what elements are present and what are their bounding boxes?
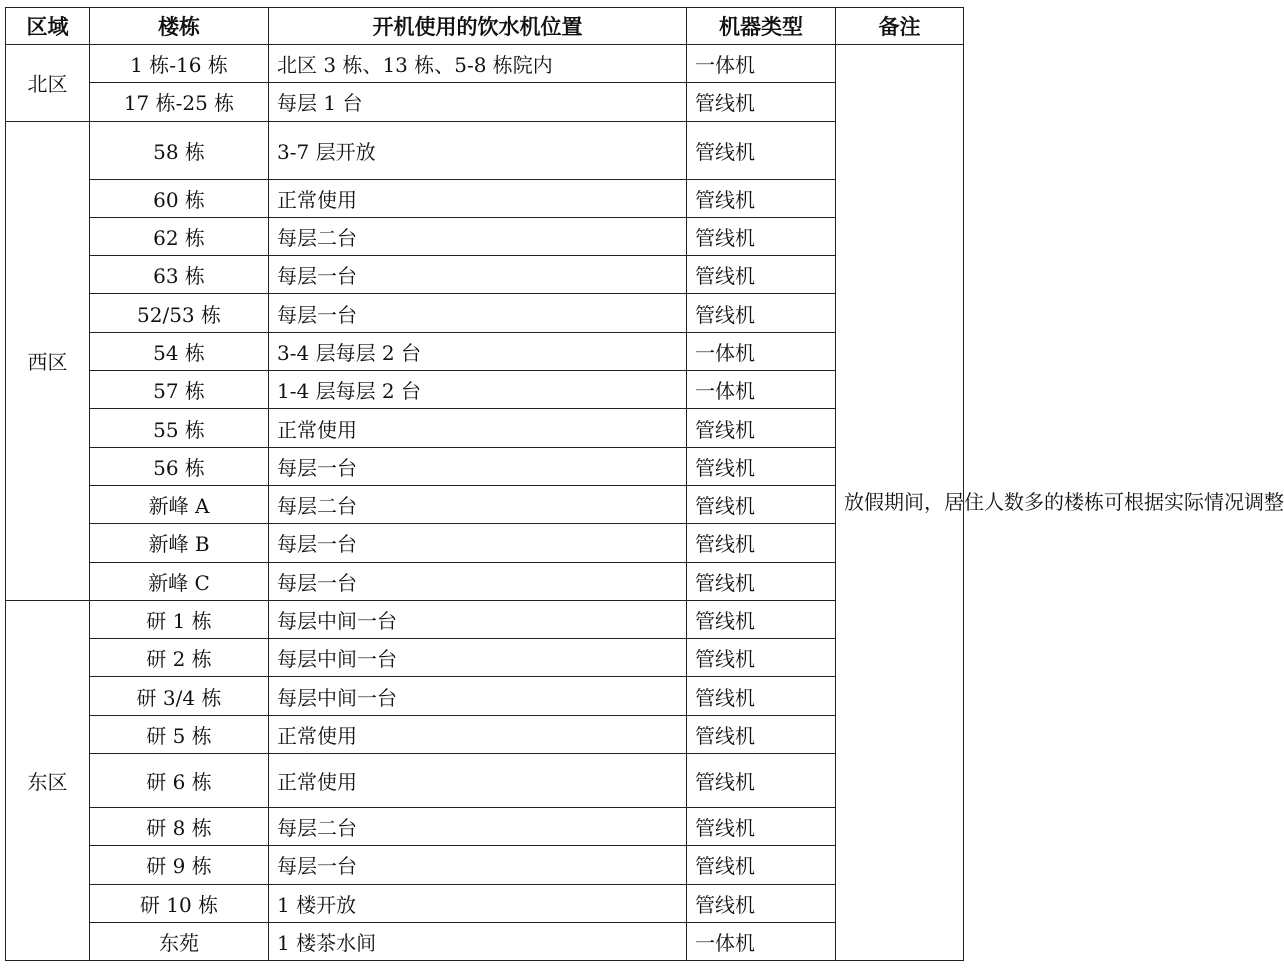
location-cell: 3-4 层每层 2 台 — [269, 332, 687, 370]
location-cell: 每层一台 — [269, 447, 687, 485]
location-cell: 1 楼开放 — [269, 884, 687, 922]
building-cell: 54 栋 — [90, 332, 269, 370]
building-cell: 东苑 — [90, 922, 269, 960]
table-row — [6, 485, 964, 523]
location-cell: 正常使用 — [269, 754, 687, 808]
building-cell: 研 8 栋 — [90, 808, 269, 846]
machine-type-cell: 管线机 — [687, 639, 836, 677]
table-row — [6, 45, 964, 83]
machine-type-cell: 管线机 — [687, 600, 836, 638]
water-dispenser-table — [5, 7, 1284, 961]
table-row — [6, 600, 964, 638]
building-cell: 研 1 栋 — [90, 600, 269, 638]
location-cell: 正常使用 — [269, 715, 687, 753]
table-row — [6, 121, 964, 179]
note-cell: 放假期间，居住人数多的楼栋可根据实际情况调整 — [836, 45, 964, 961]
region-north: 北区 — [6, 45, 90, 122]
location-cell: 每层一台 — [269, 846, 687, 884]
table-row — [6, 179, 964, 217]
building-cell: 研 2 栋 — [90, 639, 269, 677]
building-cell: 60 栋 — [90, 179, 269, 217]
table-row — [6, 754, 964, 808]
building-cell: 57 栋 — [90, 371, 269, 409]
machine-type-cell: 一体机 — [687, 332, 836, 370]
table-row — [6, 332, 964, 370]
table-row — [6, 884, 964, 922]
table-row — [6, 922, 964, 960]
building-cell: 62 栋 — [90, 217, 269, 255]
table-row — [6, 715, 964, 753]
table-row — [6, 409, 964, 447]
machine-type-cell: 管线机 — [687, 524, 836, 562]
machine-type-cell: 管线机 — [687, 485, 836, 523]
table-row — [6, 83, 964, 121]
machine-type-cell: 管线机 — [687, 846, 836, 884]
table-row — [6, 294, 964, 332]
header-row — [6, 8, 964, 45]
machine-type-cell: 一体机 — [687, 922, 836, 960]
building-cell: 58 栋 — [90, 121, 269, 179]
location-cell: 1 楼茶水间 — [269, 922, 687, 960]
location-cell: 北区 3 栋、13 栋、5-8 栋院内 — [269, 45, 687, 83]
machine-type-cell: 管线机 — [687, 179, 836, 217]
location-cell: 每层二台 — [269, 485, 687, 523]
header-location: 开机使用的饮水机位置 — [269, 8, 687, 45]
machine-type-cell: 管线机 — [687, 884, 836, 922]
location-cell: 每层中间一台 — [269, 639, 687, 677]
table-row — [6, 256, 964, 294]
machine-type-cell: 管线机 — [687, 562, 836, 600]
machine-type-cell: 管线机 — [687, 447, 836, 485]
building-cell: 新峰 B — [90, 524, 269, 562]
location-cell: 每层一台 — [269, 524, 687, 562]
machine-type-cell: 一体机 — [687, 371, 836, 409]
building-cell: 55 栋 — [90, 409, 269, 447]
location-cell: 每层二台 — [269, 217, 687, 255]
location-cell: 每层中间一台 — [269, 677, 687, 715]
building-cell: 52/53 栋 — [90, 294, 269, 332]
building-cell: 63 栋 — [90, 256, 269, 294]
header-region: 区域 — [6, 8, 90, 45]
building-cell: 新峰 A — [90, 485, 269, 523]
location-cell: 每层一台 — [269, 256, 687, 294]
location-cell: 每层一台 — [269, 294, 687, 332]
location-cell: 每层 1 台 — [269, 83, 687, 121]
building-cell: 新峰 C — [90, 562, 269, 600]
location-cell: 每层二台 — [269, 808, 687, 846]
machine-type-cell: 一体机 — [687, 45, 836, 83]
table-row — [6, 846, 964, 884]
machine-type-cell: 管线机 — [687, 294, 836, 332]
building-cell: 研 5 栋 — [90, 715, 269, 753]
table-row — [6, 217, 964, 255]
region-west: 西区 — [6, 121, 90, 600]
machine-type-cell: 管线机 — [687, 677, 836, 715]
machine-type-cell: 管线机 — [687, 409, 836, 447]
building-cell: 研 6 栋 — [90, 754, 269, 808]
machine-type-cell: 管线机 — [687, 217, 836, 255]
building-cell: 研 9 栋 — [90, 846, 269, 884]
machine-type-cell: 管线机 — [687, 256, 836, 294]
building-cell: 1 栋-16 栋 — [90, 45, 269, 83]
location-cell: 1-4 层每层 2 台 — [269, 371, 687, 409]
location-cell: 3-7 层开放 — [269, 121, 687, 179]
header-machine-type: 机器类型 — [687, 8, 836, 45]
location-cell: 每层一台 — [269, 562, 687, 600]
table-row — [6, 371, 964, 409]
building-cell: 17 栋-25 栋 — [90, 83, 269, 121]
table-row — [6, 447, 964, 485]
machine-type-cell: 管线机 — [687, 83, 836, 121]
location-cell: 正常使用 — [269, 409, 687, 447]
machine-type-cell: 管线机 — [687, 754, 836, 808]
table-row — [6, 639, 964, 677]
building-cell: 56 栋 — [90, 447, 269, 485]
machine-type-cell: 管线机 — [687, 715, 836, 753]
building-cell: 研 3/4 栋 — [90, 677, 269, 715]
table-row — [6, 808, 964, 846]
machine-type-cell: 管线机 — [687, 121, 836, 179]
machine-type-cell: 管线机 — [687, 808, 836, 846]
table-row — [6, 677, 964, 715]
location-cell: 正常使用 — [269, 179, 687, 217]
header-building: 楼栋 — [90, 8, 269, 45]
building-cell: 研 10 栋 — [90, 884, 269, 922]
table-row — [6, 524, 964, 562]
location-cell: 每层中间一台 — [269, 600, 687, 638]
region-east: 东区 — [6, 600, 90, 960]
table-row — [6, 562, 964, 600]
header-note: 备注 — [836, 8, 964, 45]
